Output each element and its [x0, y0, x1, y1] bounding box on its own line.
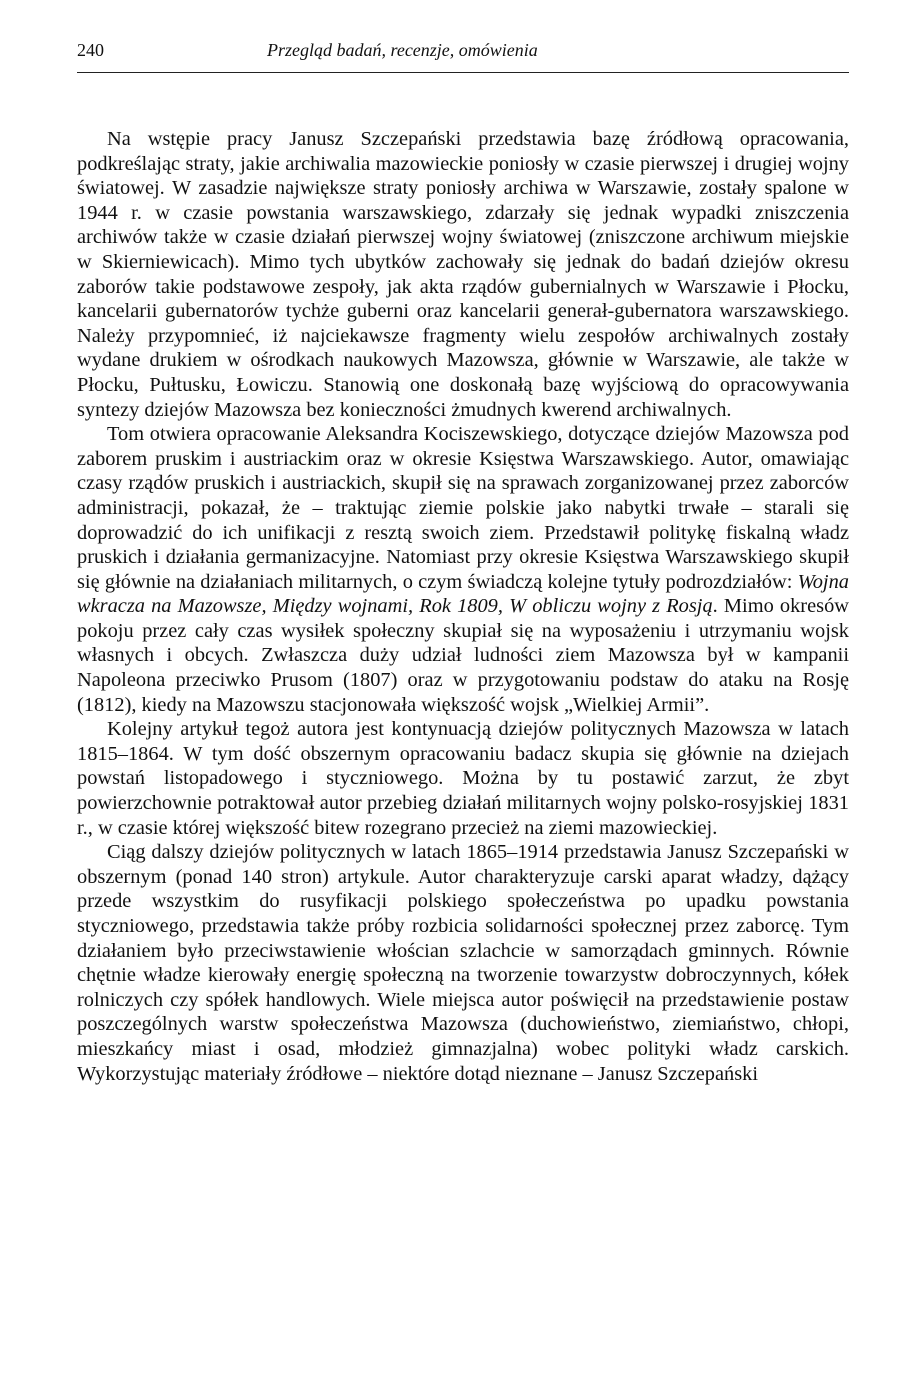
paragraph-1815-1864: Kolejny artykuł tegoż autora jest kontynuacją dziejów politycznych Mazowsza w latach 1815–1864. W tym dość obszernym opracowaniu badacz skupia się głównie na dziejach powstań listopadowego i styczniowego. Można by tu postawić zarzut, że zbyt powierzchownie potraktował autor przebieg działań militarnych wojny polsko-rosyjskiej 1831 r., w czasie której większość bitew rozegrano przecież na ziemi mazowieckiej.: [77, 718, 849, 839]
paragraph-text-after: . Mimo okresów pokoju przez cały czas wysiłek społeczny skupiał się na wyposażeniu i utrzymaniu wojsk własnych i obcych. Zwłaszcza duży udział ludności ziem Mazowsza był w kampanii Napoleona przeciwko Prusom (1807) oraz w przygotowaniu podstaw do ataku na Rosję (1812), kiedy na Mazowszu stacjonowała większość wojsk „Wielkiej Armii”.: [77, 595, 849, 716]
body-text: [77, 127, 849, 1086]
document-page: [77, 40, 849, 1086]
paragraph-1865-1914: Ciąg dalszy dziejów politycznych w latach 1865–1914 przedstawia Janusz Szczepański w obszernym (ponad 140 stron) artykule. Autor charakteryzuje carski aparat władzy, dążący przede wszystkim do rusyfikacji polskiego społeczeństwa po upadku powstania styczniowego, przedstawia także próby rozbicia solidarności społecznej przez zaborcę. Tym działaniem było przeciwstawienie włościan szlachcie w samorządach gminnych. Równie chętnie władze kierowały energię społeczną na tworzenie towarzystw dobroczynnych, kółek rolniczych czy spółek handlowych. Wiele miejsca autor poświęcił na przedstawienie postaw poszczególnych warstw społeczeństwa Mazowsza (duchowieństwo, ziemiaństwo, chłopi, mieszkańcy miast i osad, młodzież gimnazjalna) wobec polityki władz carskich. Wykorzystując materiały źródłowe – niektóre dotąd nieznane – Janusz Szczepański: [77, 841, 849, 1085]
paragraph-text-before: Tom otwiera opracowanie Aleksandra Kociszewskiego, dotyczące dziejów Mazowsza pod zaborem pruskim i austriackim oraz w okresie Księstwa Warszawskiego. Autor, omawiając czasy rządów pruskich i austriackich, skupił się na sprawach zorganizowanej przez zaborców administracji, pokazał, że – traktując ziemie polskie jako nabytki trwałe – starali się doprowadzić do ich unifikacji z resztą swoich ziem. Przedstawił politykę fiskalną władz pruskich i działania germanizacyjne. Natomiast przy okresie Księstwa Warszawskiego skupił się głównie na działaniach militarnych, o czym świadczą kolejne tytuły podrozdziałów:: [77, 423, 849, 593]
paragraph-prussian-austrian-rule: [77, 422, 849, 717]
page-number: 240: [77, 40, 104, 60]
subchapter-titles: Wojna wkracza na Mazowsze, Między wojnami, Rok 1809, W obliczu wojny z Rosją: [77, 570, 849, 618]
running-header: [77, 40, 849, 73]
running-title: Przegląd badań, recenzje, omówienia: [267, 40, 538, 60]
paragraph-archival-sources: Na wstępie pracy Janusz Szczepański przedstawia bazę źródłową opracowania, podkreślając straty, jakie archiwalia mazowieckie poniosły w czasie pierwszej i drugiej wojny światowej. W zasadzie największe straty poniosły archiwa w Warszawie, zostały spalone w 1944 r. w czasie powstania warszawskiego, zdarzały się jednak wypadki zniszczenia archiwów także w czasie działań pierwszej wojny światowej (zniszczone archiwum miejskie w Skierniewicach). Mimo tych ubytków zachowały się jednak do badań dziejów okresu zaborów takie podstawowe zespoły, jak akta rządów gubernialnych w Warszawie i Płocku, kancelarii gubernatorów tychże guberni oraz kancelarii generał-gubernatora warszawskiego. Należy przypomnieć, iż najciekawsze fragmenty wielu zespołów archiwalnych zostały wydane drukiem w ośrodkach naukowych Mazowsza, głównie w Warszawie, ale także w Płocku, Pułtusku, Łowiczu. Stanowią one doskonałą bazę wyjściową do opracowywania syntezy dziejów Mazowsza bez konieczności żmudnych kwerend archiwalnych.: [77, 128, 849, 421]
